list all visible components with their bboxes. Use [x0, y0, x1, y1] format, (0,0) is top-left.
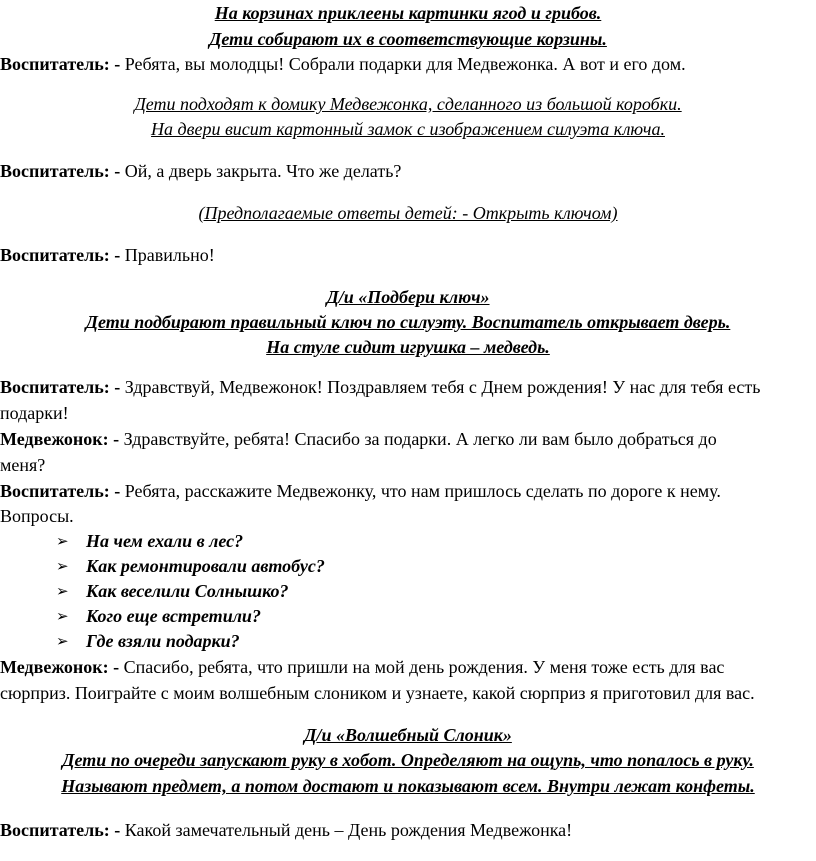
speaker-label: Воспитатель: - [0, 820, 121, 840]
speech-text: Правильно! [120, 245, 215, 265]
game-title: Д/и «Волшебный Слоник» [304, 725, 512, 745]
list-item [0, 603, 816, 628]
arrow-bullet-icon: ➢ [56, 632, 69, 650]
speech-text: Здравствуй, Медвежонок! Поздравляем тебя с Днем рождения! У нас для тебя есть [120, 377, 761, 397]
dialogue-line [0, 374, 816, 400]
question-text: Как ремонтировали автобус? [86, 556, 325, 576]
arrow-bullet-icon: ➢ [56, 582, 69, 600]
speech-continuation: меня? [0, 455, 46, 475]
speaker-label: Воспитатель: - [0, 54, 121, 74]
speech-text: Здравствуйте, ребята! Спасибо за подарки. А легко ли вам было добраться до [119, 429, 717, 449]
stage-direction: Называют предмет, а потом достают и показывают всем. Внутри лежат конфеты. [61, 776, 755, 796]
speech-text: Ребята, вы молодцы! Собрали подарки для Медвежонка. А вот и его дом. [120, 54, 686, 74]
stage-direction: На корзинах приклеены картинки ягод и грибов. [214, 3, 602, 23]
expected-answer: (Предполагаемые ответы детей: - Открыть ключом) [198, 203, 618, 223]
question-text: Где взяли подарки? [86, 631, 240, 651]
speaker-label: Воспитатель: - [0, 245, 121, 265]
stage-direction: Дети подбирают правильный ключ по силуэту. Воспитатель открывает дверь. [85, 312, 731, 332]
arrow-bullet-icon: ➢ [56, 532, 69, 550]
list-item [0, 553, 816, 578]
dialogue-line [0, 158, 816, 184]
list-item [0, 628, 816, 653]
questions-list [0, 528, 816, 653]
speech-text: Ребята, расскажите Медвежонку, что нам пришлось сделать по дороге к нему. [120, 481, 721, 501]
speaker-label: Воспитатель: - [0, 481, 121, 501]
arrow-bullet-icon: ➢ [56, 557, 69, 575]
list-item [0, 578, 816, 603]
speaker-label: Медвежонок: - [0, 657, 120, 677]
list-item [0, 528, 816, 553]
speaker-label: Воспитатель: - [0, 377, 121, 397]
dialogue-line [0, 478, 816, 504]
dialogue-line [0, 51, 816, 77]
speech-text: Какой замечательный день – День рождения Медвежонка! [120, 820, 573, 840]
arrow-bullet-icon: ➢ [56, 607, 69, 625]
speaker-label: Медвежонок: - [0, 429, 120, 449]
dialogue-line [0, 654, 816, 680]
game-title: Д/и «Подбери ключ» [326, 287, 490, 307]
stage-direction: На двери висит картонный замок с изображением силуэта ключа. [151, 119, 665, 139]
stage-direction: Дети по очереди запускают руку в хобот. Определяют на ощупь, что попалось в руку. [62, 750, 754, 770]
question-text: Кого еще встретили? [86, 606, 261, 626]
question-text: На чем ехали в лес? [86, 531, 244, 551]
stage-direction: Дети собирают их в соответствующие корзины. [209, 29, 607, 49]
speech-continuation: подарки! [0, 403, 69, 423]
stage-direction: Дети подходят к домику Медвежонка, сделанного из большой коробки. [134, 94, 682, 114]
speech-text: Спасибо, ребята, что пришли на мой день рождения. У меня тоже есть для вас [119, 657, 725, 677]
question-text: Как веселили Солнышко? [86, 581, 289, 601]
dialogue-line [0, 817, 816, 843]
speech-text: Ой, а дверь закрыта. Что же делать? [120, 161, 402, 181]
speaker-label: Воспитатель: - [0, 161, 121, 181]
speech-continuation: сюрприз. Поиграйте с моим волшебным слоником и узнаете, какой сюрприз я приготовил для вас. [0, 683, 755, 703]
dialogue-line [0, 426, 816, 452]
speech-continuation: Вопросы. [0, 506, 74, 526]
dialogue-line [0, 242, 816, 268]
stage-direction: На стуле сидит игрушка – медведь. [266, 337, 550, 357]
